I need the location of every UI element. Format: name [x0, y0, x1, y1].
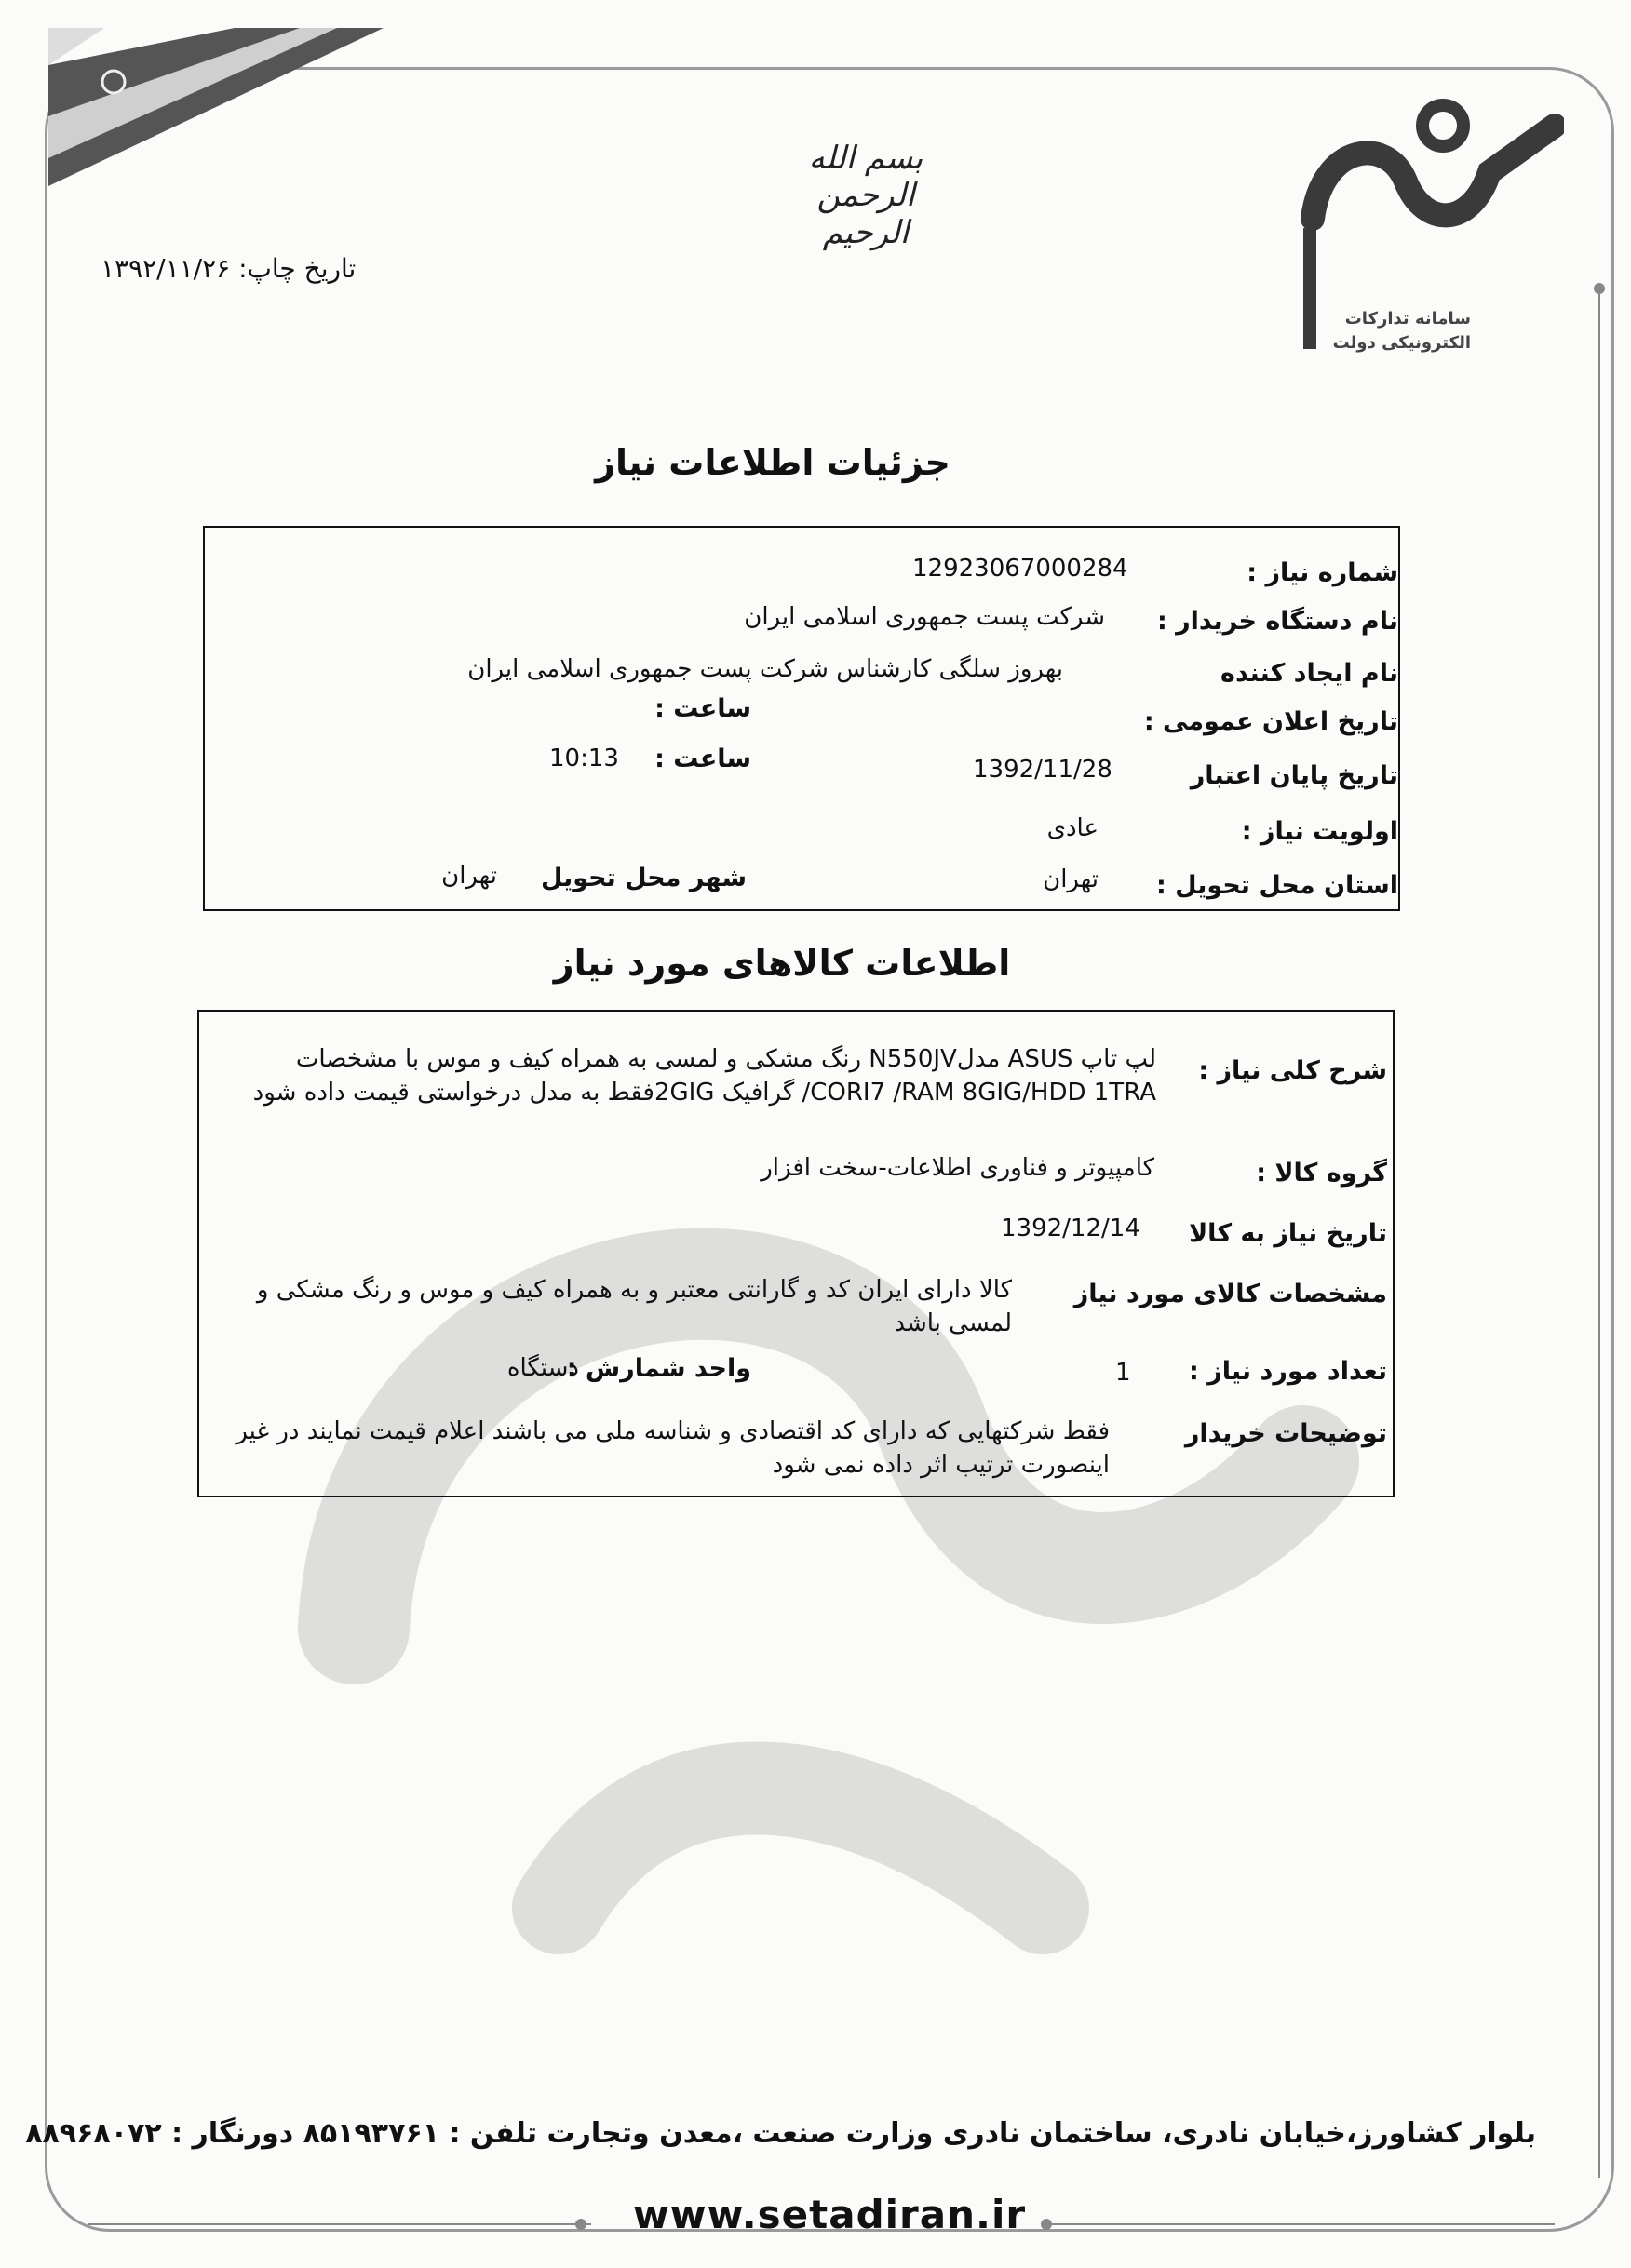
section-title-details: جزئیات اطلاعات نیاز [595, 442, 950, 483]
notes-label: توضیحات خریدار [1184, 1419, 1387, 1448]
unit-label: واحد شمارش : [566, 1354, 751, 1383]
bismillah-calligraphy: بسم الله الرحمن الرحيم [808, 140, 923, 251]
province-value: تهران [1043, 866, 1099, 893]
need-number-label: شماره نیاز : [1247, 558, 1398, 587]
footer-dot-right [1041, 2219, 1052, 2230]
city-label: شهر محل تحویل [540, 864, 747, 892]
need-number-value: 12923067000284 [912, 555, 1128, 583]
expiry-date-value: 1392/11/28 [973, 756, 1112, 784]
need-date-label: تاریخ نیاز به کالا [1189, 1219, 1387, 1248]
desc-value: لپ تاپ ASUS مدلN550JV رنگ مشکی و لمسی به همراه کیف و موس با مشخصات CORI7 /RAM 8GIG/HDD 1TRA/ گرافیک 2GIGفقط به مدل درخواستی قیمت داده شود [252, 1045, 1156, 1107]
need-date-value: 1392/12/14 [1001, 1215, 1140, 1242]
qty-label: تعداد مورد نیاز : [1189, 1357, 1387, 1386]
buyer-label: نام دستگاه خریدار : [1156, 607, 1398, 636]
public-date-label: تاریخ اعلان عمومی : [1143, 707, 1398, 736]
city-value: تهران [441, 862, 497, 890]
notes-value: فقط شرکتهایی که دارای کد اقتصادی و شناسه ملی می باشند اعلام قیمت نمایند در غیر اینصورت ترتیب اثر داده نمی شود [236, 1417, 1110, 1479]
iran-flag-icon [48, 28, 384, 205]
print-date: تاریخ چاپ: ۱۳۹۲/۱۱/۲۶ [101, 253, 357, 284]
footer-divider-right [1052, 2223, 1555, 2225]
expiry-label: تاریخ پایان اعتبار [1190, 761, 1398, 790]
buyer-value: شرکت پست جمهوری اسلامی ایران [744, 603, 1105, 631]
creator-label: نام ایجاد کننده [1220, 659, 1398, 688]
specs-value: کالا دارای ایران کد و گارانتی معتبر و به همراه کیف و موس و رنگ مشکی و لمسی باشد [256, 1276, 1012, 1337]
footer-address: بلوار کشاورز،خیابان نادری، ساختمان نادری وزارت صنعت ،معدن وتجارت تلفن : ۸۵۱۹۳۷۶۱ دورنگار : ۸۸۹۶۸۰۷۲ [25, 2117, 1536, 2150]
group-label: گروه کالا : [1256, 1159, 1387, 1188]
priority-value: عادی [1046, 814, 1099, 842]
right-edge-line [1598, 289, 1600, 2178]
group-value: کامپیوتر و فناوری اطلاعات-سخت افزار [761, 1154, 1154, 1182]
qty-value: 1 [1115, 1359, 1131, 1387]
specs-label: مشخصات کالای مورد نیاز [1073, 1280, 1387, 1308]
province-label: استان محل تحویل : [1155, 871, 1398, 900]
expiry-time-value: 10:13 [549, 745, 619, 772]
section-title-items: اطلاعات کالاهای مورد نیاز [553, 943, 1011, 984]
footer-divider-left [88, 2223, 591, 2225]
public-time-label: ساعت : [654, 694, 751, 723]
creator-value: بهروز سلگی کارشناس شرکت پست جمهوری اسلامی ایران [467, 655, 1063, 683]
unit-value: دستگاه [506, 1354, 579, 1382]
footer-dot-left [575, 2219, 586, 2230]
logo-caption: سامانه تدارکات الکترونیکی دولت [1332, 309, 1471, 353]
right-edge-dot [1594, 283, 1605, 294]
priority-label: اولویت نیاز : [1241, 817, 1398, 846]
footer-website-link[interactable]: www.setadiran.ir [633, 2192, 1027, 2237]
desc-label: شرح کلی نیاز : [1198, 1056, 1387, 1085]
expiry-time-label: ساعت : [654, 745, 751, 773]
